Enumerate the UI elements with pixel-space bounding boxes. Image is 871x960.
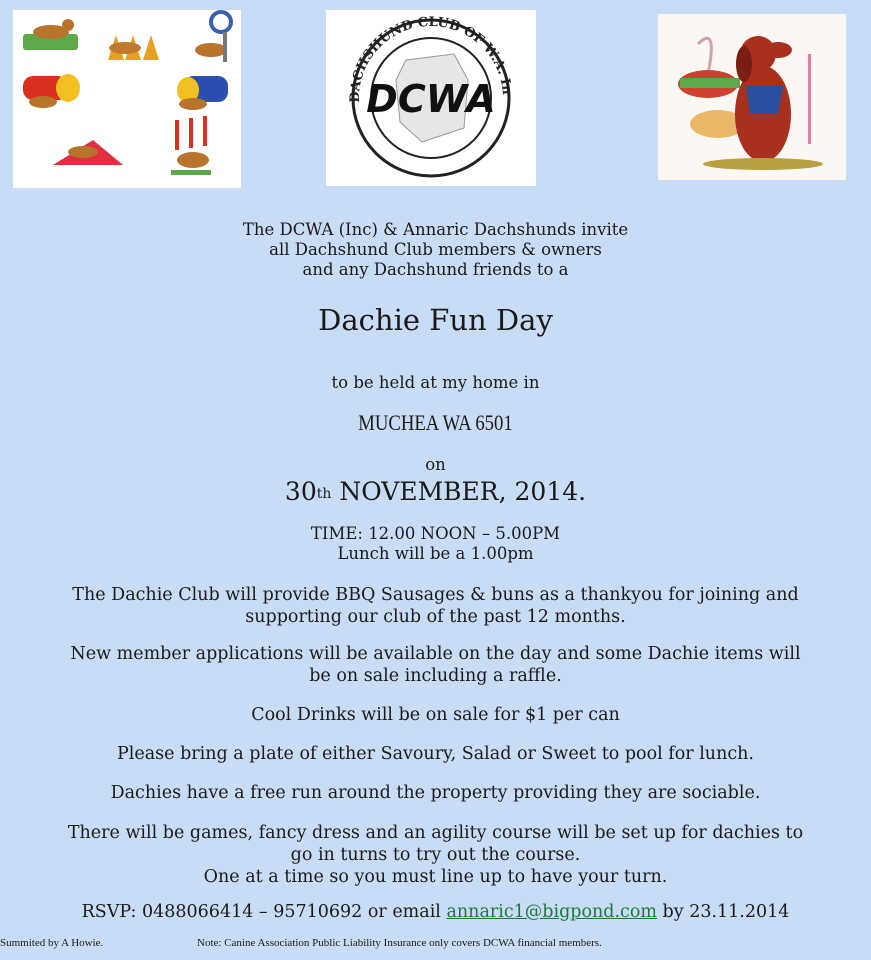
date-day: 30 [284, 477, 317, 506]
bbq-paragraph [0, 584, 871, 628]
intro-line: and any Dachshund friends to a [302, 260, 569, 279]
held-at-text: to be held at my home in [331, 373, 540, 392]
paragraph-line: One at a time so you must line up to have your turn. [203, 867, 668, 887]
event-location: MUCHEA WA 6501 [358, 410, 513, 435]
submitted-by: Summited by A Howie. [0, 937, 104, 949]
date-suffix: th [316, 486, 332, 502]
svg-text:DCWA: DCWA [366, 77, 496, 121]
rsvp-email-link[interactable]: annaric1@bigpond.com [446, 902, 657, 922]
intro-line: all Dachshund Club members & owners [269, 240, 602, 259]
drinks-paragraph: Cool Drinks will be on sale for $1 per can [251, 705, 620, 725]
free-run-paragraph: Dachies have a free run around the property providing they are sociable. [110, 783, 761, 803]
invitation-intro [0, 220, 871, 280]
paragraph-line: supporting our club of the past 12 months. [245, 607, 626, 627]
intro-line: The DCWA (Inc) & Annaric Dachshunds invite [242, 220, 629, 239]
event-date [0, 476, 871, 508]
event-title: Dachie Fun Day [318, 303, 553, 337]
lunch-line: Lunch will be a 1.00pm [337, 544, 534, 563]
plate-paragraph: Please bring a plate of either Savoury, Salad or Sweet to pool for lunch. [117, 744, 754, 764]
dcwa-logo [326, 10, 536, 186]
agility-cartoons-image [13, 10, 241, 188]
games-paragraph [0, 822, 871, 888]
rsvp-text: RSVP: 0488066414 – 95710692 or email [81, 902, 447, 922]
svg-text:DACHSHUND CLUB OF W.A. Inc: DACHSHUND CLUB OF W.A. In [347, 14, 515, 103]
on-text: on [425, 455, 446, 474]
membership-paragraph [0, 643, 871, 687]
rsvp-line [0, 901, 871, 923]
paragraph-line: There will be games, fancy dress and an agility course will be set up for dachies to [67, 823, 804, 843]
time-line: TIME: 12.00 NOON – 5.00PM [310, 524, 561, 543]
rsvp-deadline: by 23.11.2014 [656, 902, 790, 922]
paragraph-line: go in turns to try out the course. [290, 845, 581, 865]
insurance-note: Note: Canine Association Public Liability Insurance only covers DCWA financial members. [197, 937, 602, 949]
paragraph-line: The Dachie Club will provide BBQ Sausages & buns as a thankyou for joining and [72, 585, 799, 605]
paragraph-line: New member applications will be available on the day and some Dachie items will [70, 644, 801, 664]
event-time [0, 524, 871, 564]
date-rest: NOVEMBER, 2014. [331, 477, 587, 506]
paragraph-line: be on sale including a raffle. [309, 666, 562, 686]
dachshund-chef-image [658, 14, 846, 180]
